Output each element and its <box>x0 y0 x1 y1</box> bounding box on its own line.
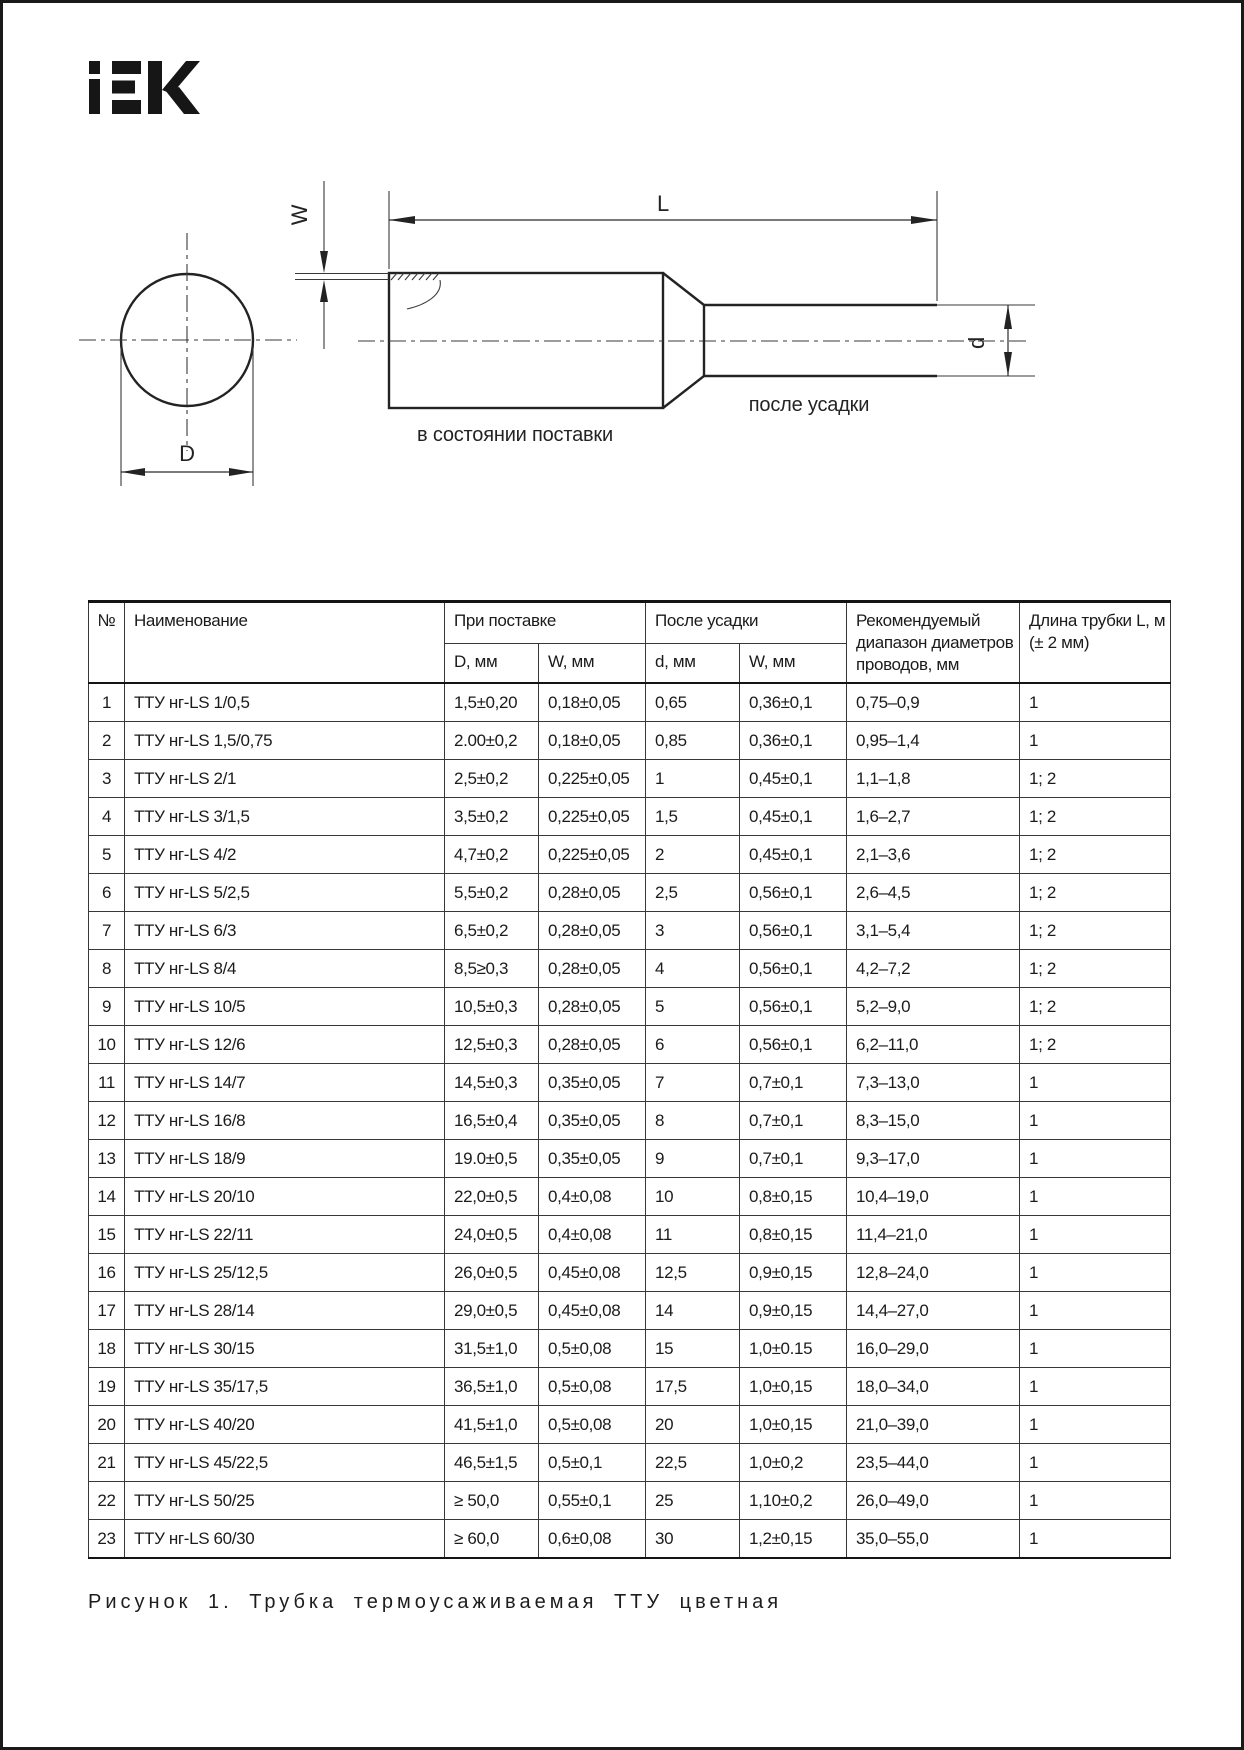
cell-name: ТТУ нг-LS 10/5 <box>125 988 445 1026</box>
cell-length: 1 <box>1020 1330 1171 1368</box>
cell-range: 6,2–11,0 <box>847 1026 1020 1064</box>
cell-num: 17 <box>89 1292 125 1330</box>
cell-supply-w: 0,5±0,08 <box>539 1330 646 1368</box>
cell-num: 18 <box>89 1330 125 1368</box>
cell-supply-d: 2.00±0,2 <box>445 722 539 760</box>
cell-supply-w: 0,6±0,08 <box>539 1520 646 1559</box>
cell-range: 26,0–49,0 <box>847 1482 1020 1520</box>
cell-name: ТТУ нг-LS 5/2,5 <box>125 874 445 912</box>
after-shrink-label: после усадки <box>748 394 870 416</box>
table-row <box>89 1292 1171 1330</box>
cell-shrink-w: 0,56±0,1 <box>740 1026 847 1064</box>
cell-range: 9,3–17,0 <box>847 1140 1020 1178</box>
table-row <box>89 1102 1171 1140</box>
cell-supply-d: 46,5±1,5 <box>445 1444 539 1482</box>
cell-num: 21 <box>89 1444 125 1482</box>
cell-supply-w: 0,45±0,08 <box>539 1292 646 1330</box>
header-supply-d: D, мм <box>445 644 539 684</box>
cell-shrink-w: 0,45±0,1 <box>740 798 847 836</box>
header-shrink-w: W, мм <box>740 644 847 684</box>
taper-bottom <box>663 376 704 408</box>
cell-shrink-w: 0,8±0,15 <box>740 1178 847 1216</box>
cell-supply-d: 24,0±0,5 <box>445 1216 539 1254</box>
cell-name: ТТУ нг-LS 35/17,5 <box>125 1368 445 1406</box>
cell-supply-d: 2,5±0,2 <box>445 760 539 798</box>
cell-shrink-w: 0,7±0,1 <box>740 1140 847 1178</box>
cell-shrink-d: 6 <box>646 1026 740 1064</box>
cell-name: ТТУ нг-LS 1/0,5 <box>125 683 445 722</box>
cell-length: 1 <box>1020 1140 1171 1178</box>
cell-length: 1; 2 <box>1020 912 1171 950</box>
cell-supply-w: 0,35±0,05 <box>539 1140 646 1178</box>
cell-length: 1 <box>1020 1368 1171 1406</box>
cell-shrink-d: 3 <box>646 912 740 950</box>
cell-range: 14,4–27,0 <box>847 1292 1020 1330</box>
table-row <box>89 1406 1171 1444</box>
cell-supply-d: 16,5±0,4 <box>445 1102 539 1140</box>
cell-num: 12 <box>89 1102 125 1140</box>
cell-supply-d: 1,5±0,20 <box>445 683 539 722</box>
cell-range: 4,2–7,2 <box>847 950 1020 988</box>
cell-shrink-w: 1,0±0,15 <box>740 1368 847 1406</box>
cell-supply-w: 0,5±0,08 <box>539 1368 646 1406</box>
cell-shrink-d: 30 <box>646 1520 740 1559</box>
logo-k-stem <box>148 61 162 114</box>
cell-num: 8 <box>89 950 125 988</box>
cell-shrink-w: 0,56±0,1 <box>740 988 847 1026</box>
cell-supply-w: 0,28±0,05 <box>539 874 646 912</box>
arrowhead <box>1004 352 1012 376</box>
cell-shrink-d: 1 <box>646 760 740 798</box>
table-row <box>89 1330 1171 1368</box>
cell-shrink-w: 0,56±0,1 <box>740 912 847 950</box>
logo-e-bottom <box>112 100 141 114</box>
cell-supply-d: 22,0±0,5 <box>445 1178 539 1216</box>
cell-supply-d: 4,7±0,2 <box>445 836 539 874</box>
arrowhead <box>320 280 328 302</box>
header-supply-w: W, мм <box>539 644 646 684</box>
cell-supply-w: 0,28±0,05 <box>539 988 646 1026</box>
table-row <box>89 1520 1171 1559</box>
cell-supply-d: 14,5±0,3 <box>445 1064 539 1102</box>
cell-name: ТТУ нг-LS 20/10 <box>125 1178 445 1216</box>
cell-shrink-w: 0,7±0,1 <box>740 1064 847 1102</box>
cell-supply-w: 0,18±0,05 <box>539 683 646 722</box>
cell-length: 1 <box>1020 1254 1171 1292</box>
taper-top <box>663 273 704 305</box>
cell-supply-d: 31,5±1,0 <box>445 1330 539 1368</box>
cell-length: 1 <box>1020 722 1171 760</box>
header-tube-length: Длина трубки L, м (± 2 мм) <box>1020 602 1171 684</box>
cell-shrink-d: 22,5 <box>646 1444 740 1482</box>
cell-length: 1 <box>1020 1216 1171 1254</box>
header-supply-group: При поставке <box>445 602 646 644</box>
cell-supply-d: ≥ 60,0 <box>445 1520 539 1559</box>
cell-num: 10 <box>89 1026 125 1064</box>
cell-range: 18,0–34,0 <box>847 1368 1020 1406</box>
cell-shrink-d: 20 <box>646 1406 740 1444</box>
dimension-label-D: D <box>179 441 195 466</box>
cell-supply-d: 8,5≥0,3 <box>445 950 539 988</box>
cell-length: 1; 2 <box>1020 988 1171 1026</box>
cell-name: ТТУ нг-LS 60/30 <box>125 1520 445 1559</box>
cell-name: ТТУ нг-LS 16/8 <box>125 1102 445 1140</box>
cell-length: 1; 2 <box>1020 874 1171 912</box>
cell-name: ТТУ нг-LS 2/1 <box>125 760 445 798</box>
cell-range: 1,6–2,7 <box>847 798 1020 836</box>
cell-length: 1 <box>1020 1102 1171 1140</box>
logo-e-mid <box>112 81 135 94</box>
cell-name: ТТУ нг-LS 14/7 <box>125 1064 445 1102</box>
logo-k-lower-leg <box>165 87 200 114</box>
cell-supply-d: 3,5±0,2 <box>445 798 539 836</box>
header-shrink-d: d, мм <box>646 644 740 684</box>
cell-length: 1 <box>1020 683 1171 722</box>
cell-shrink-d: 4 <box>646 950 740 988</box>
cell-shrink-d: 0,65 <box>646 683 740 722</box>
cell-name: ТТУ нг-LS 50/25 <box>125 1482 445 1520</box>
cell-supply-w: 0,4±0,08 <box>539 1216 646 1254</box>
iek-logo <box>89 61 200 114</box>
cell-num: 20 <box>89 1406 125 1444</box>
cell-length: 1 <box>1020 1292 1171 1330</box>
table-row <box>89 1178 1171 1216</box>
cell-shrink-d: 12,5 <box>646 1254 740 1292</box>
cell-shrink-w: 0,7±0,1 <box>740 1102 847 1140</box>
table-row <box>89 1064 1171 1102</box>
cell-length: 1 <box>1020 1064 1171 1102</box>
cell-shrink-d: 17,5 <box>646 1368 740 1406</box>
cell-name: ТТУ нг-LS 1,5/0,75 <box>125 722 445 760</box>
cell-num: 16 <box>89 1254 125 1292</box>
arrowhead <box>389 216 415 224</box>
cell-shrink-d: 15 <box>646 1330 740 1368</box>
cell-num: 6 <box>89 874 125 912</box>
cell-num: 11 <box>89 1064 125 1102</box>
cell-length: 1 <box>1020 1482 1171 1520</box>
cell-supply-w: 0,55±0,1 <box>539 1482 646 1520</box>
cell-shrink-w: 1,0±0,2 <box>740 1444 847 1482</box>
cell-range: 5,2–9,0 <box>847 988 1020 1026</box>
cell-name: ТТУ нг-LS 22/11 <box>125 1216 445 1254</box>
header-shrink-group: После усадки <box>646 602 847 644</box>
table-row <box>89 1140 1171 1178</box>
cell-shrink-w: 1,0±0.15 <box>740 1330 847 1368</box>
cell-num: 9 <box>89 988 125 1026</box>
cell-length: 1 <box>1020 1520 1171 1559</box>
cell-num: 5 <box>89 836 125 874</box>
cell-supply-w: 0,225±0,05 <box>539 798 646 836</box>
table-row <box>89 760 1171 798</box>
cell-name: ТТУ нг-LS 40/20 <box>125 1406 445 1444</box>
cell-name: ТТУ нг-LS 8/4 <box>125 950 445 988</box>
cell-supply-w: 0,5±0,08 <box>539 1406 646 1444</box>
cell-shrink-w: 0,45±0,1 <box>740 836 847 874</box>
cell-length: 1; 2 <box>1020 760 1171 798</box>
cell-supply-w: 0,28±0,05 <box>539 950 646 988</box>
cell-shrink-d: 2,5 <box>646 874 740 912</box>
cell-range: 8,3–15,0 <box>847 1102 1020 1140</box>
table-row <box>89 950 1171 988</box>
cell-supply-w: 0,28±0,05 <box>539 1026 646 1064</box>
cell-num: 4 <box>89 798 125 836</box>
spec-table-body <box>89 683 1171 1558</box>
cell-shrink-d: 8 <box>646 1102 740 1140</box>
cell-shrink-w: 0,36±0,1 <box>740 722 847 760</box>
cell-num: 3 <box>89 760 125 798</box>
cell-shrink-w: 1,2±0,15 <box>740 1520 847 1559</box>
cell-name: ТТУ нг-LS 4/2 <box>125 836 445 874</box>
cell-supply-d: 26,0±0,5 <box>445 1254 539 1292</box>
table-row <box>89 874 1171 912</box>
cell-name: ТТУ нг-LS 45/22,5 <box>125 1444 445 1482</box>
cell-supply-w: 0,35±0,05 <box>539 1064 646 1102</box>
table-row <box>89 1368 1171 1406</box>
cell-shrink-w: 0,56±0,1 <box>740 950 847 988</box>
cell-name: ТТУ нг-LS 6/3 <box>125 912 445 950</box>
cell-num: 19 <box>89 1368 125 1406</box>
cell-num: 14 <box>89 1178 125 1216</box>
cell-num: 1 <box>89 683 125 722</box>
cell-range: 0,75–0,9 <box>847 683 1020 722</box>
header-number: № <box>89 602 125 684</box>
cell-supply-w: 0,5±0,1 <box>539 1444 646 1482</box>
cell-shrink-d: 11 <box>646 1216 740 1254</box>
table-row <box>89 912 1171 950</box>
table-row <box>89 836 1171 874</box>
cell-supply-d: 36,5±1,0 <box>445 1368 539 1406</box>
cell-shrink-w: 0,56±0,1 <box>740 874 847 912</box>
cell-name: ТТУ нг-LS 3/1,5 <box>125 798 445 836</box>
cell-range: 12,8–24,0 <box>847 1254 1020 1292</box>
cell-shrink-d: 25 <box>646 1482 740 1520</box>
dimension-label-W: W <box>287 204 312 226</box>
cell-range: 10,4–19,0 <box>847 1178 1020 1216</box>
cell-length: 1 <box>1020 1178 1171 1216</box>
cell-shrink-w: 0,45±0,1 <box>740 760 847 798</box>
cell-name: ТТУ нг-LS 25/12,5 <box>125 1254 445 1292</box>
cell-supply-d: 29,0±0,5 <box>445 1292 539 1330</box>
cell-supply-d: 10,5±0,3 <box>445 988 539 1026</box>
arrowhead <box>1004 305 1012 329</box>
table-row <box>89 1444 1171 1482</box>
cell-shrink-d: 10 <box>646 1178 740 1216</box>
cell-length: 1; 2 <box>1020 798 1171 836</box>
cell-num: 15 <box>89 1216 125 1254</box>
cell-num: 2 <box>89 722 125 760</box>
cell-supply-d: ≥ 50,0 <box>445 1482 539 1520</box>
logo-e-top <box>112 61 141 74</box>
cell-range: 21,0–39,0 <box>847 1406 1020 1444</box>
cell-shrink-d: 14 <box>646 1292 740 1330</box>
cell-supply-d: 6,5±0,2 <box>445 912 539 950</box>
cell-range: 3,1–5,4 <box>847 912 1020 950</box>
arrowhead <box>320 251 328 273</box>
cell-range: 11,4–21,0 <box>847 1216 1020 1254</box>
cell-length: 1; 2 <box>1020 836 1171 874</box>
header-name: Наименование <box>125 602 445 684</box>
cell-shrink-w: 0,36±0,1 <box>740 683 847 722</box>
table-row <box>89 1216 1171 1254</box>
cell-range: 35,0–55,0 <box>847 1520 1020 1559</box>
cell-name: ТТУ нг-LS 28/14 <box>125 1292 445 1330</box>
cell-range: 2,6–4,5 <box>847 874 1020 912</box>
cell-name: ТТУ нг-LS 12/6 <box>125 1026 445 1064</box>
dimension-label-d: d <box>964 336 989 350</box>
cell-supply-d: 12,5±0,3 <box>445 1026 539 1064</box>
cell-supply-d: 19.0±0,5 <box>445 1140 539 1178</box>
cell-range: 16,0–29,0 <box>847 1330 1020 1368</box>
cell-num: 22 <box>89 1482 125 1520</box>
cutaway-curve <box>407 280 440 309</box>
arrowhead <box>911 216 937 224</box>
arrowhead <box>121 468 145 476</box>
supply-state-label: в состоянии поставки <box>417 424 613 446</box>
cell-num: 13 <box>89 1140 125 1178</box>
logo-i-stem <box>89 79 100 114</box>
cell-num: 7 <box>89 912 125 950</box>
cell-range: 1,1–1,8 <box>847 760 1020 798</box>
tube-dimension-drawing <box>63 153 1083 513</box>
cell-name: ТТУ нг-LS 30/15 <box>125 1330 445 1368</box>
cell-name: ТТУ нг-LS 18/9 <box>125 1140 445 1178</box>
cell-supply-w: 0,45±0,08 <box>539 1254 646 1292</box>
arrowhead <box>229 468 253 476</box>
cell-shrink-w: 0,8±0,15 <box>740 1216 847 1254</box>
cell-shrink-w: 0,9±0,15 <box>740 1254 847 1292</box>
cell-range: 0,95–1,4 <box>847 722 1020 760</box>
dimension-label-L: L <box>656 191 670 216</box>
cell-shrink-w: 0,9±0,15 <box>740 1292 847 1330</box>
cell-shrink-w: 1,0±0,15 <box>740 1406 847 1444</box>
table-row <box>89 1482 1171 1520</box>
cell-length: 1; 2 <box>1020 1026 1171 1064</box>
cell-range: 7,3–13,0 <box>847 1064 1020 1102</box>
table-row <box>89 722 1171 760</box>
cell-shrink-d: 5 <box>646 988 740 1026</box>
table-row <box>89 798 1171 836</box>
cell-supply-d: 41,5±1,0 <box>445 1406 539 1444</box>
cell-range: 23,5–44,0 <box>847 1444 1020 1482</box>
table-row <box>89 683 1171 722</box>
cell-shrink-d: 0,85 <box>646 722 740 760</box>
figure-caption: Рисунок 1. Трубка термоусаживаемая ТТУ цветная <box>88 1591 783 1613</box>
cell-supply-w: 0,225±0,05 <box>539 760 646 798</box>
cell-range: 2,1–3,6 <box>847 836 1020 874</box>
cell-supply-w: 0,35±0,05 <box>539 1102 646 1140</box>
cell-supply-w: 0,28±0,05 <box>539 912 646 950</box>
cell-num: 23 <box>89 1520 125 1559</box>
cell-length: 1 <box>1020 1406 1171 1444</box>
cell-length: 1; 2 <box>1020 950 1171 988</box>
cell-shrink-d: 2 <box>646 836 740 874</box>
cell-shrink-d: 9 <box>646 1140 740 1178</box>
logo-i-dot <box>89 61 100 74</box>
table-row <box>89 1254 1171 1292</box>
cell-supply-d: 5,5±0,2 <box>445 874 539 912</box>
cell-length: 1 <box>1020 1444 1171 1482</box>
tube-spec-table <box>88 600 1171 1559</box>
cell-shrink-w: 1,10±0,2 <box>740 1482 847 1520</box>
cell-shrink-d: 7 <box>646 1064 740 1102</box>
cell-supply-w: 0,4±0,08 <box>539 1178 646 1216</box>
table-row <box>89 988 1171 1026</box>
cell-supply-w: 0,18±0,05 <box>539 722 646 760</box>
logo-k-upper-arm <box>162 61 200 94</box>
header-wire-range: Рекомендуемый диапазон диаметров проводов, мм <box>847 602 1020 684</box>
cell-shrink-d: 1,5 <box>646 798 740 836</box>
cell-supply-w: 0,225±0,05 <box>539 836 646 874</box>
table-row <box>89 1026 1171 1064</box>
